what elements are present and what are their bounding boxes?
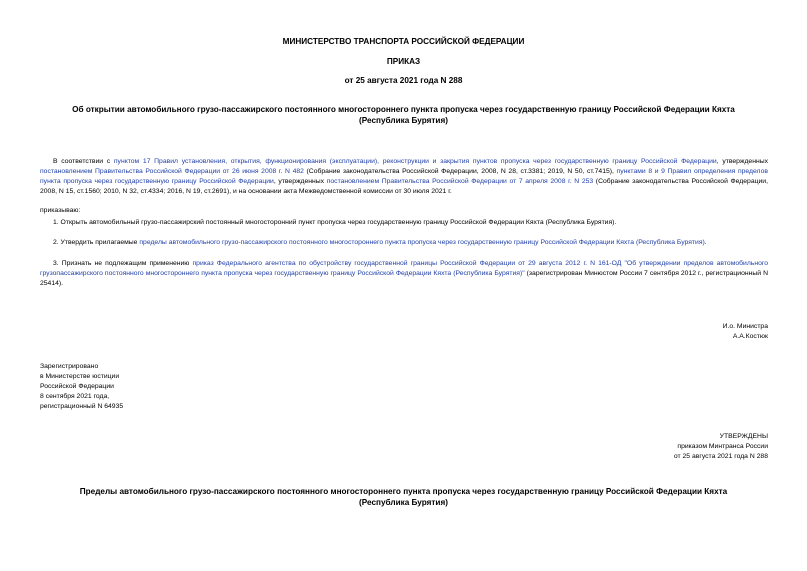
approval-line: УТВЕРЖДЕНЫ xyxy=(719,433,768,440)
preamble-text: (Собрание законодательства Российской Федерации, 2008, N 15, ст.1560; 2010, N 32, ст.4334; 2016, N 19, ст.2691), и на основании акта Межведомственной комиссии от 30 июля 2021 г. xyxy=(40,178,768,195)
preamble-paragraph xyxy=(40,157,768,197)
registration-line: Российской Федерации xyxy=(40,383,114,390)
registration-line: 8 сентября 2021 года, xyxy=(40,393,110,400)
order-title: Об открытии автомобильного грузо-пассажирского постоянного многостороннего пункта пропуска через государственную границу Российской Федерации Кяхта (Республика Бурятия) xyxy=(72,105,735,125)
item-3-text: (зарегистрирован Минюстом России 7 сентября 2012 г., регистрационный N 25414). xyxy=(40,270,768,287)
ministry-heading: МИНИСТЕРСТВО ТРАНСПОРТА РОССИЙСКОЙ ФЕДЕРАЦИИ xyxy=(282,37,525,46)
approval-line: приказом Минтранса России xyxy=(677,443,768,450)
item-2-text: . xyxy=(704,239,707,246)
preamble-text: , утвержденных xyxy=(273,178,327,185)
appendix-title: Пределы автомобильного грузо-пассажирского постоянного многостороннего пункта пропуска через государственную границу Российской Федерации Кяхта (Республика Бурятия) xyxy=(79,487,728,507)
preamble-text: , утвержденных xyxy=(716,158,769,165)
doc-type-heading: ПРИКАЗ xyxy=(386,57,421,66)
preamble-text: (Собрание законодательства Российской Федерации, 2008, N 28, ст.3381; 2019, N 50, ст.7415), xyxy=(303,168,617,175)
item-2-text: 2. Утвердить прилагаемые xyxy=(53,239,140,246)
item-1: 1. Открыть автомобильный грузо-пассажирский постоянный многосторонний пункт пропуска через государственную границу Российской Федерации Кяхта (Республика Бурятия). xyxy=(53,219,617,226)
link-appendix-limits[interactable]: пределы автомобильного грузо-пассажирского постоянного многостороннего пункта пропуска через государственную границу Российской Федерации Кяхта (Республика Бурятия) xyxy=(139,239,705,246)
item-2 xyxy=(40,238,768,248)
registration-line: в Министерстве юстиции xyxy=(40,373,120,380)
registration-block xyxy=(40,362,123,412)
item-3 xyxy=(40,259,768,289)
signature-position: И.о. Министра xyxy=(722,323,768,330)
link-decree-253[interactable]: постановлением Правительства Российской Федерации от 7 апреля 2008 г. N 253 xyxy=(326,178,594,185)
item-3-text: 3. Признать не подлежащим применению xyxy=(53,260,193,267)
link-rules-point-17[interactable]: пунктом 17 Правил установления, открытия, функционирования (эксплуатации), реконструкции и закрытия пунктов пропуска через государственную границу Российской Федерации xyxy=(113,158,717,165)
link-decree-482[interactable]: постановлением Правительства Российской Федерации от 26 июня 2008 г. N 482 xyxy=(40,168,304,175)
link-rules-points-8-9[interactable]: пунктами 8 и 9 Правил определения пределов пункта пропуска через государственную границу Российской Федерации xyxy=(40,168,768,185)
registration-line: регистрационный N 64935 xyxy=(40,403,124,410)
approval-block xyxy=(674,432,768,462)
signature-block xyxy=(723,322,768,342)
signature-name: А.А.Костюк xyxy=(732,333,768,340)
approval-line: от 25 августа 2021 года N 288 xyxy=(673,453,768,460)
registration-line: Зарегистрировано xyxy=(40,363,99,370)
order-date-number: от 25 августа 2021 года N 288 xyxy=(344,76,463,85)
link-order-161-od[interactable]: приказ Федерального агентства по обустройству государственной границы Российской Федерации от 29 августа 2012 г. N 161-ОД "Об утверждении пределов автомобильного грузопассажирского постоянного многостороннего пункта пропуска через государственную границу Российской Федерации Кяхта (Республика Бурятия)" xyxy=(40,260,768,277)
preamble-text: В соответствии с xyxy=(53,158,114,165)
order-word: приказываю: xyxy=(40,207,81,214)
